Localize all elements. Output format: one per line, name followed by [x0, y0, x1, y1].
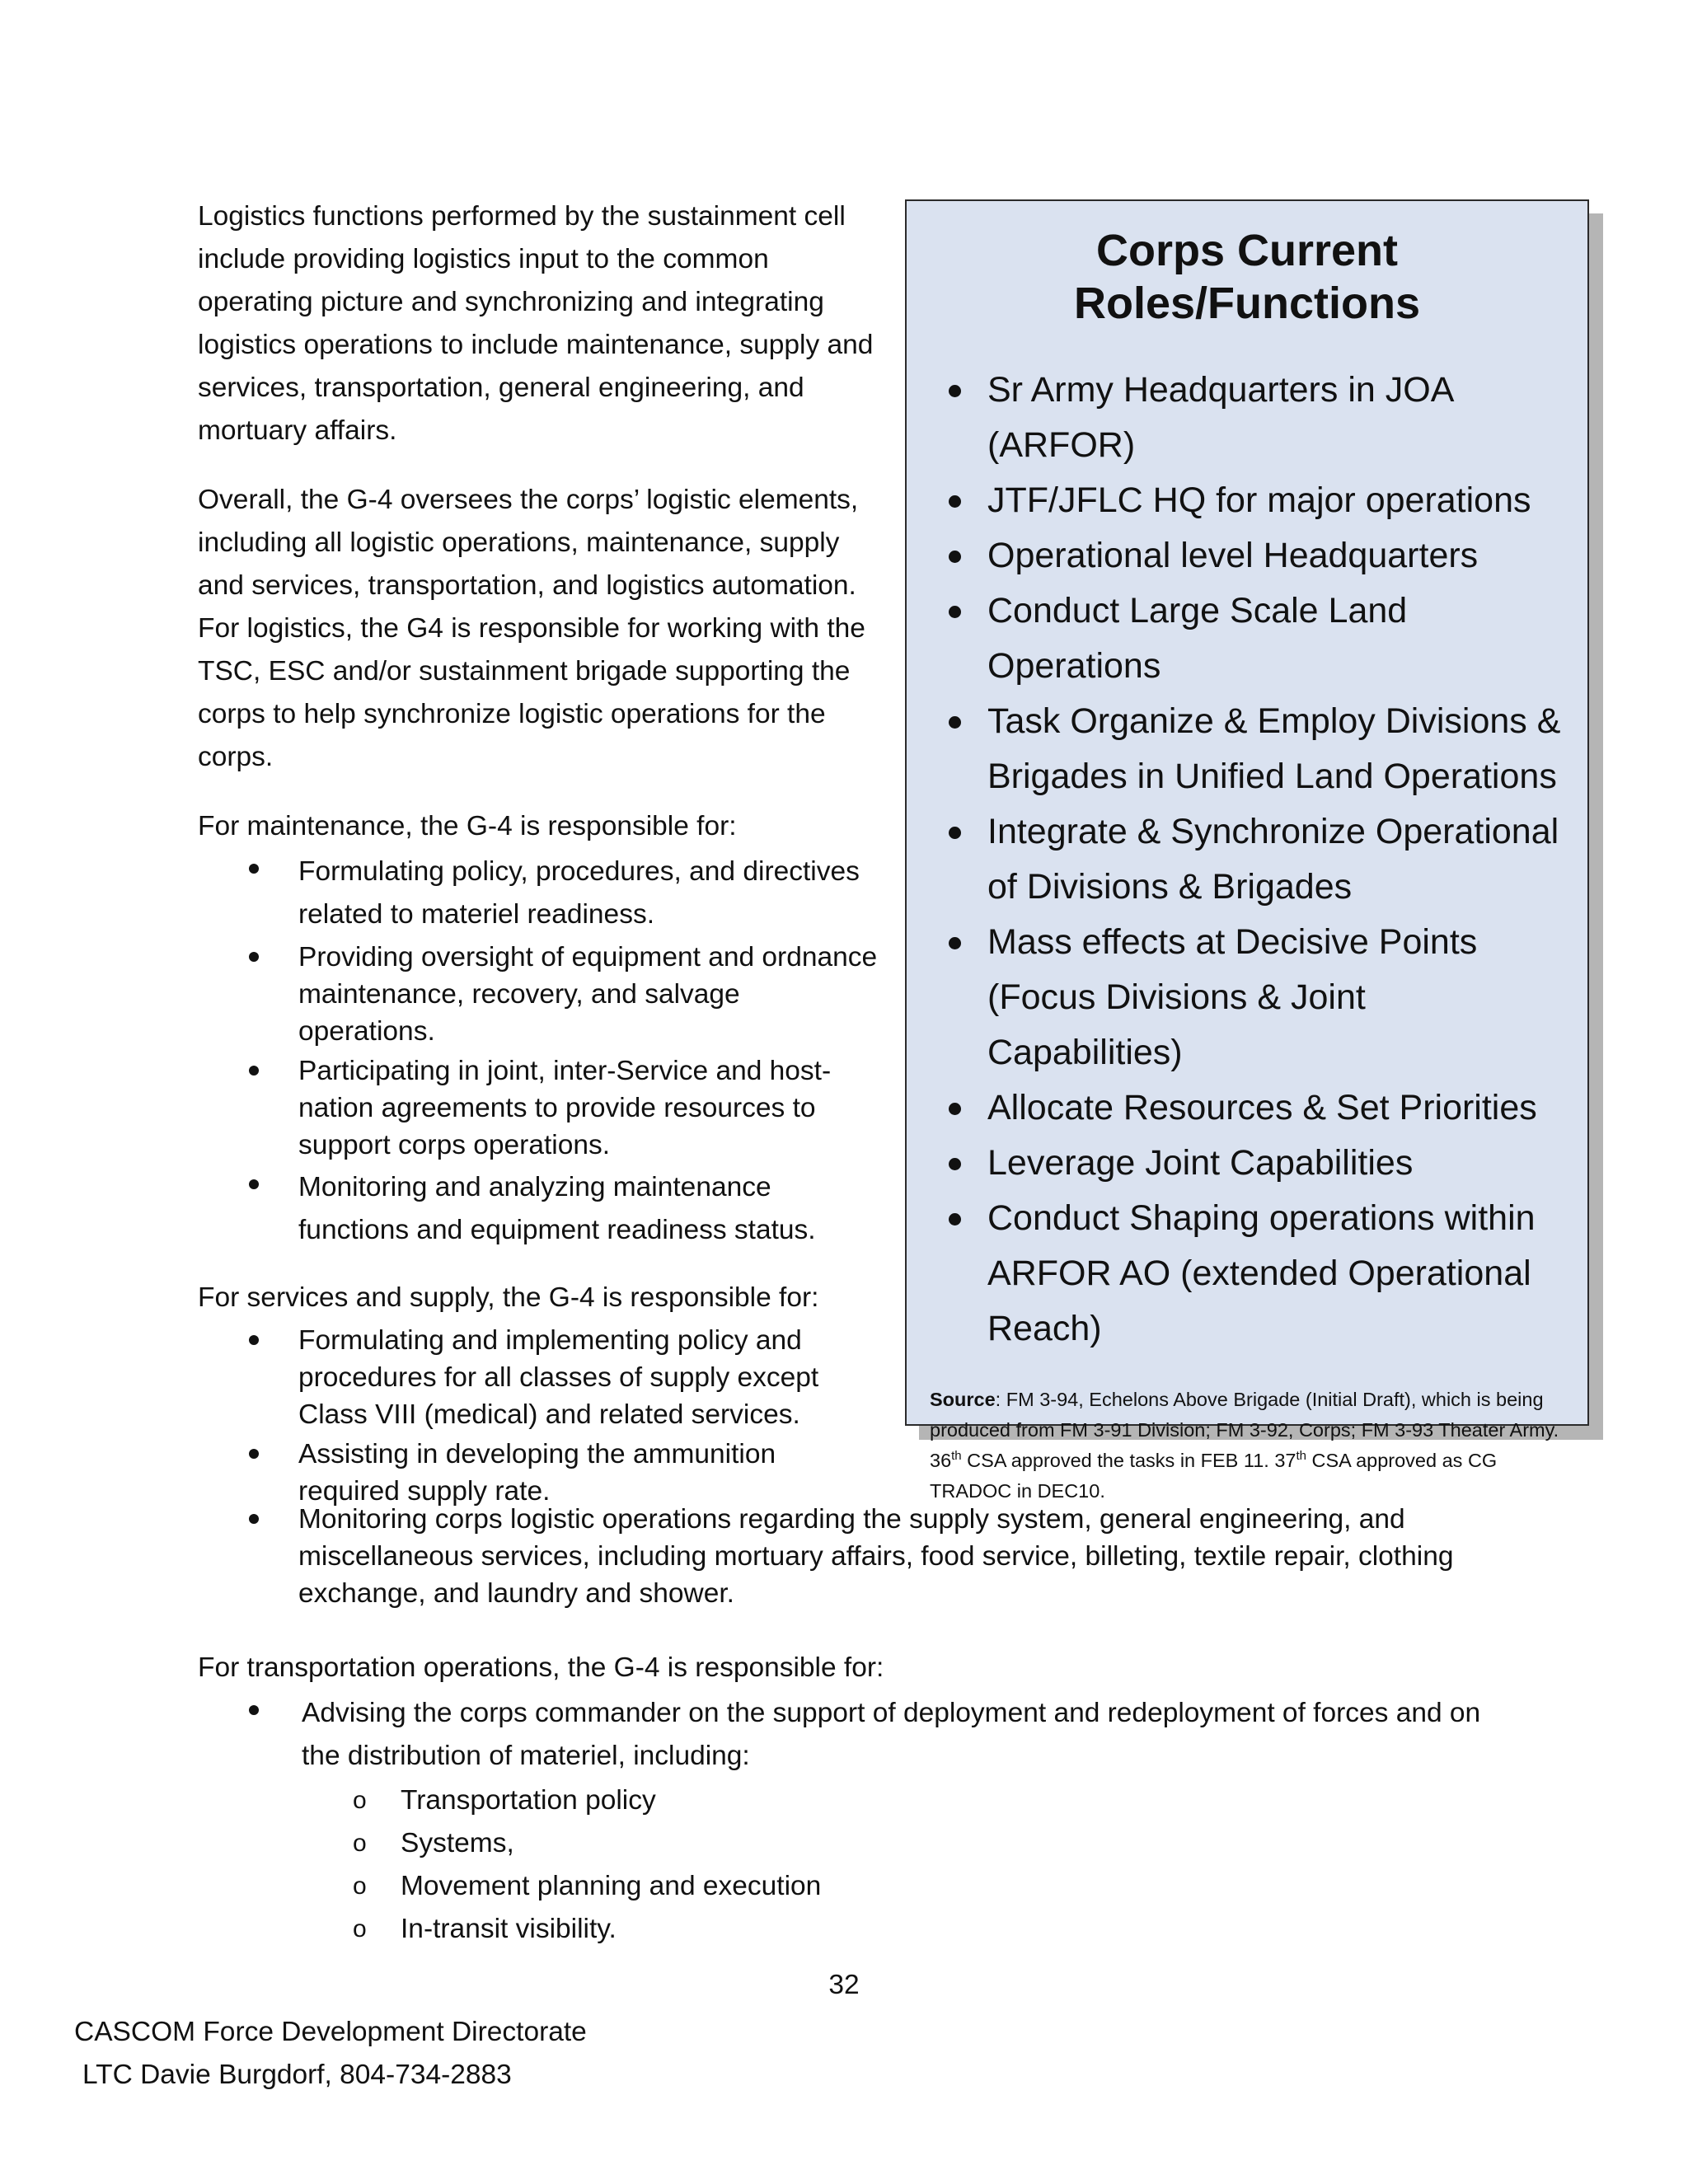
paragraph-logistics-functions: Logistics functions performed by the sustainment cell include providing logistics input to the common operating picture and synchronizing and integrating logistics operations to include maintenance, supply and services, transportation, general engineering, and mortuary affairs. [198, 201, 874, 446]
list-item: Task Organize & Employ Divisions & Brigades in Unified Land Operations [930, 694, 1564, 804]
maintenance-heading: For maintenance, the G-4 is responsible for: [198, 811, 737, 841]
list-item: Mass effects at Decisive Points (Focus Divisions & Joint Capabilities) [930, 915, 1564, 1080]
list-item: Conduct Shaping operations within ARFOR AO (extended Operational Reach) [930, 1191, 1564, 1357]
list-item: JTF/JFLC HQ for major operations [930, 473, 1564, 528]
list-item: Leverage Joint Capabilities [930, 1136, 1564, 1191]
source-text: : FM 3-94, Echelons Above Brigade (Initial Draft), which is being produced from FM 3-91 Division; FM 3-92, Corps; FM 3-93 Theater Army. 36 [930, 1389, 1559, 1471]
footer-organization: CASCOM Force Development Directorate [74, 2017, 587, 2047]
supply-list-continued [198, 1501, 1484, 1612]
sidebar-roles-list [930, 363, 1564, 1357]
list-item: o Systems, [198, 1822, 1484, 1865]
list-item: o Movement planning and execution [198, 1865, 1484, 1908]
supply-heading: For services and supply, the G-4 is responsible for: [198, 1282, 819, 1313]
maintenance-list [198, 851, 882, 1252]
list-item: Sr Army Headquarters in JOA (ARFOR) [930, 363, 1564, 473]
list-item: Formulating policy, procedures, and directives related to materiel readiness. [198, 851, 882, 936]
list-item: Integrate & Synchronize Operational of Divisions & Brigades [930, 804, 1564, 915]
transport-sublist [198, 1779, 1484, 1951]
list-item: Providing oversight of equipment and ordnance maintenance, recovery, and salvage operations. [198, 939, 882, 1050]
list-item: o Transportation policy [198, 1779, 1484, 1822]
paragraph-g4-overview: Overall, the G-4 oversees the corps’ logistic elements, including all logistic operations, maintenance, supply and services, transportation, and logistics automation. For logistics, the G4 is responsible for working with the TSC, ESC and/or sustainment brigade supporting the corps to help synchronize logistic operations for the corps. [198, 485, 865, 772]
list-item: Participating in joint, inter-Service and host-nation agreements to provide resources to support corps operations. [198, 1052, 882, 1164]
list-item: o In-transit visibility. [198, 1908, 1484, 1951]
list-item: Assisting in developing the ammunition required supply rate. [198, 1436, 849, 1510]
list-item: Monitoring and analyzing maintenance functions and equipment readiness status. [198, 1166, 882, 1252]
sidebar-title: Corps Current Roles/Functions [1073, 226, 1421, 328]
left-column [198, 195, 882, 1535]
list-item: Allocate Resources & Set Priorities [930, 1080, 1564, 1136]
source-text: CSA approved as CG TRADOC in DEC10. [930, 1450, 1498, 1502]
footer [74, 2011, 587, 2097]
footer-contact: LTC Davie Burgdorf, 804-734-2883 [82, 2060, 512, 2090]
page-number: 32 [828, 1970, 860, 2000]
source-citation [930, 1385, 1564, 1507]
source-label: Source [930, 1389, 996, 1410]
list-item: Conduct Large Scale Land Operations [930, 583, 1564, 694]
transport-list [198, 1692, 1484, 1778]
list-item: Formulating and implementing policy and procedures for all classes of supply except Class VIII (medical) and related services. [198, 1322, 849, 1433]
wide-section [198, 1498, 1484, 1951]
list-item: Advising the corps commander on the support of deployment and redeployment of forces and on the distribution of materiel, including: [198, 1692, 1484, 1778]
corps-roles-sidebar [905, 199, 1589, 1502]
transport-heading: For transportation operations, the G-4 is responsible for: [198, 1652, 884, 1683]
superscript: th [951, 1449, 962, 1464]
list-item: Operational level Headquarters [930, 528, 1564, 583]
supply-list [198, 1322, 849, 1510]
source-text: CSA approved the tasks in FEB 11. 37 [961, 1450, 1296, 1471]
superscript: th [1296, 1449, 1306, 1464]
list-item: Monitoring corps logistic operations regarding the supply system, general engineering, and miscellaneous services, including mortuary affairs, food service, billeting, textile repair, clothing exchange, and laundry and shower. [198, 1501, 1484, 1612]
